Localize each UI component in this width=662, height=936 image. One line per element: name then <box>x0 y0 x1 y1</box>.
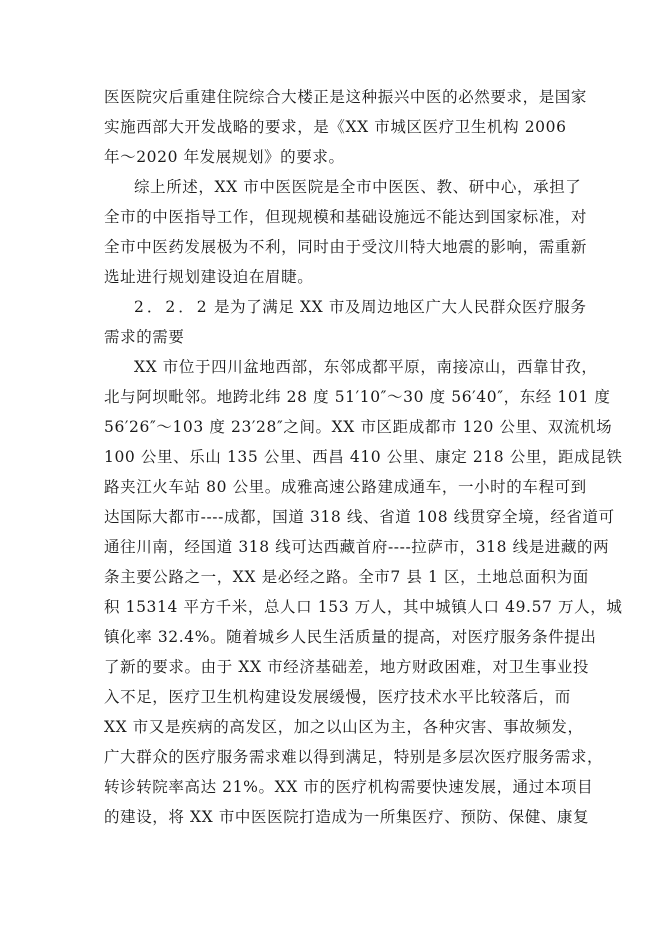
text-line: 北与阿坝毗邻。地跨北纬 28 度 51′10″～30 度 56′40″，东经 101 度 <box>104 388 611 406</box>
text-line: 医医院灾后重建住院综合大楼正是这种振兴中医的必然要求，是国家 <box>104 88 588 106</box>
text-line: 转诊转院率高达 21%。XX 市的医疗机构需要快速发展，通过本项目 <box>104 778 594 796</box>
text-line: 的建设，将 XX 市中医医院打造成为一所集医疗、预防、保健、康复 <box>104 808 590 826</box>
text-line: 全市中医药发展极为不利，同时由于受汶川特大地震的影响，需重新 <box>104 238 588 256</box>
text-line: 路夹江火车站 80 公里。成雅高速公路建成通车，一小时的车程可到 <box>104 478 587 496</box>
text-line: 镇化率 32.4%。随着城乡人民生活质量的提高，对医疗服务条件提出 <box>104 628 597 646</box>
text-line: 广大群众的医疗服务需求难以得到满足，特别是多层次医疗服务需求， <box>104 748 604 766</box>
text-line: 了新的要求。由于 XX 市经济基础差，地方财政困难，对卫生事业投 <box>104 658 590 676</box>
text-line: XX 市位于四川盆地西部，东邻成都平原，南接凉山，西靠甘孜， <box>134 358 598 376</box>
text-line: 100 公里、乐山 135 公里、西昌 410 公里、康定 218 公里，距成昆铁 <box>104 448 623 466</box>
text-line: 通往川南，经国道 318 线可达西藏首府----拉萨市，318 线是进藏的两 <box>104 538 610 556</box>
text-line: 年～2020 年发展规划》的要求。 <box>104 148 345 166</box>
text-line: 全市的中医指导工作，但现规模和基础设施远不能达到国家标准，对 <box>104 208 588 226</box>
text-line: 综上所述，XX 市中医医院是全市中医医、教、研中心，承担了 <box>134 178 582 196</box>
section-heading <box>134 297 604 317</box>
text-line: 选址进行规划建设迫在眉睫。 <box>104 268 314 286</box>
text-line: 达国际大都市----成都，国道 318 线、省道 108 线贯穿全境，经省道可 <box>104 508 615 526</box>
section-heading-text: 是为了满足 XX 市及周边地区广大人民群众医疗服务 <box>214 298 587 316</box>
text-line: 积 15314 平方千米，总人口 153 万人，其中城镇人口 49.57 万人，城 <box>104 598 623 616</box>
text-line: 条主要公路之一，XX 是必经之路。全市7 县 1 区，土地总面积为面 <box>104 568 589 586</box>
text-line: 入不足，医疗卫生机构建设发展缓慢，医疗技术水平比较落后，而 <box>104 688 571 706</box>
section-number: 2．2．2 <box>134 298 210 316</box>
text-line: 需求的需要 <box>104 328 185 346</box>
text-line: 实施西部大开发战略的要求，是《XX 市城区医疗卫生机构 2006 <box>104 118 567 136</box>
text-line: XX 市又是疾病的高发区，加之以山区为主，各种灾害、事故频发， <box>104 718 584 736</box>
text-line: 56′26″～103 度 23′28″之间。XX 市区距成都市 120 公里、双流机场 <box>104 418 613 436</box>
